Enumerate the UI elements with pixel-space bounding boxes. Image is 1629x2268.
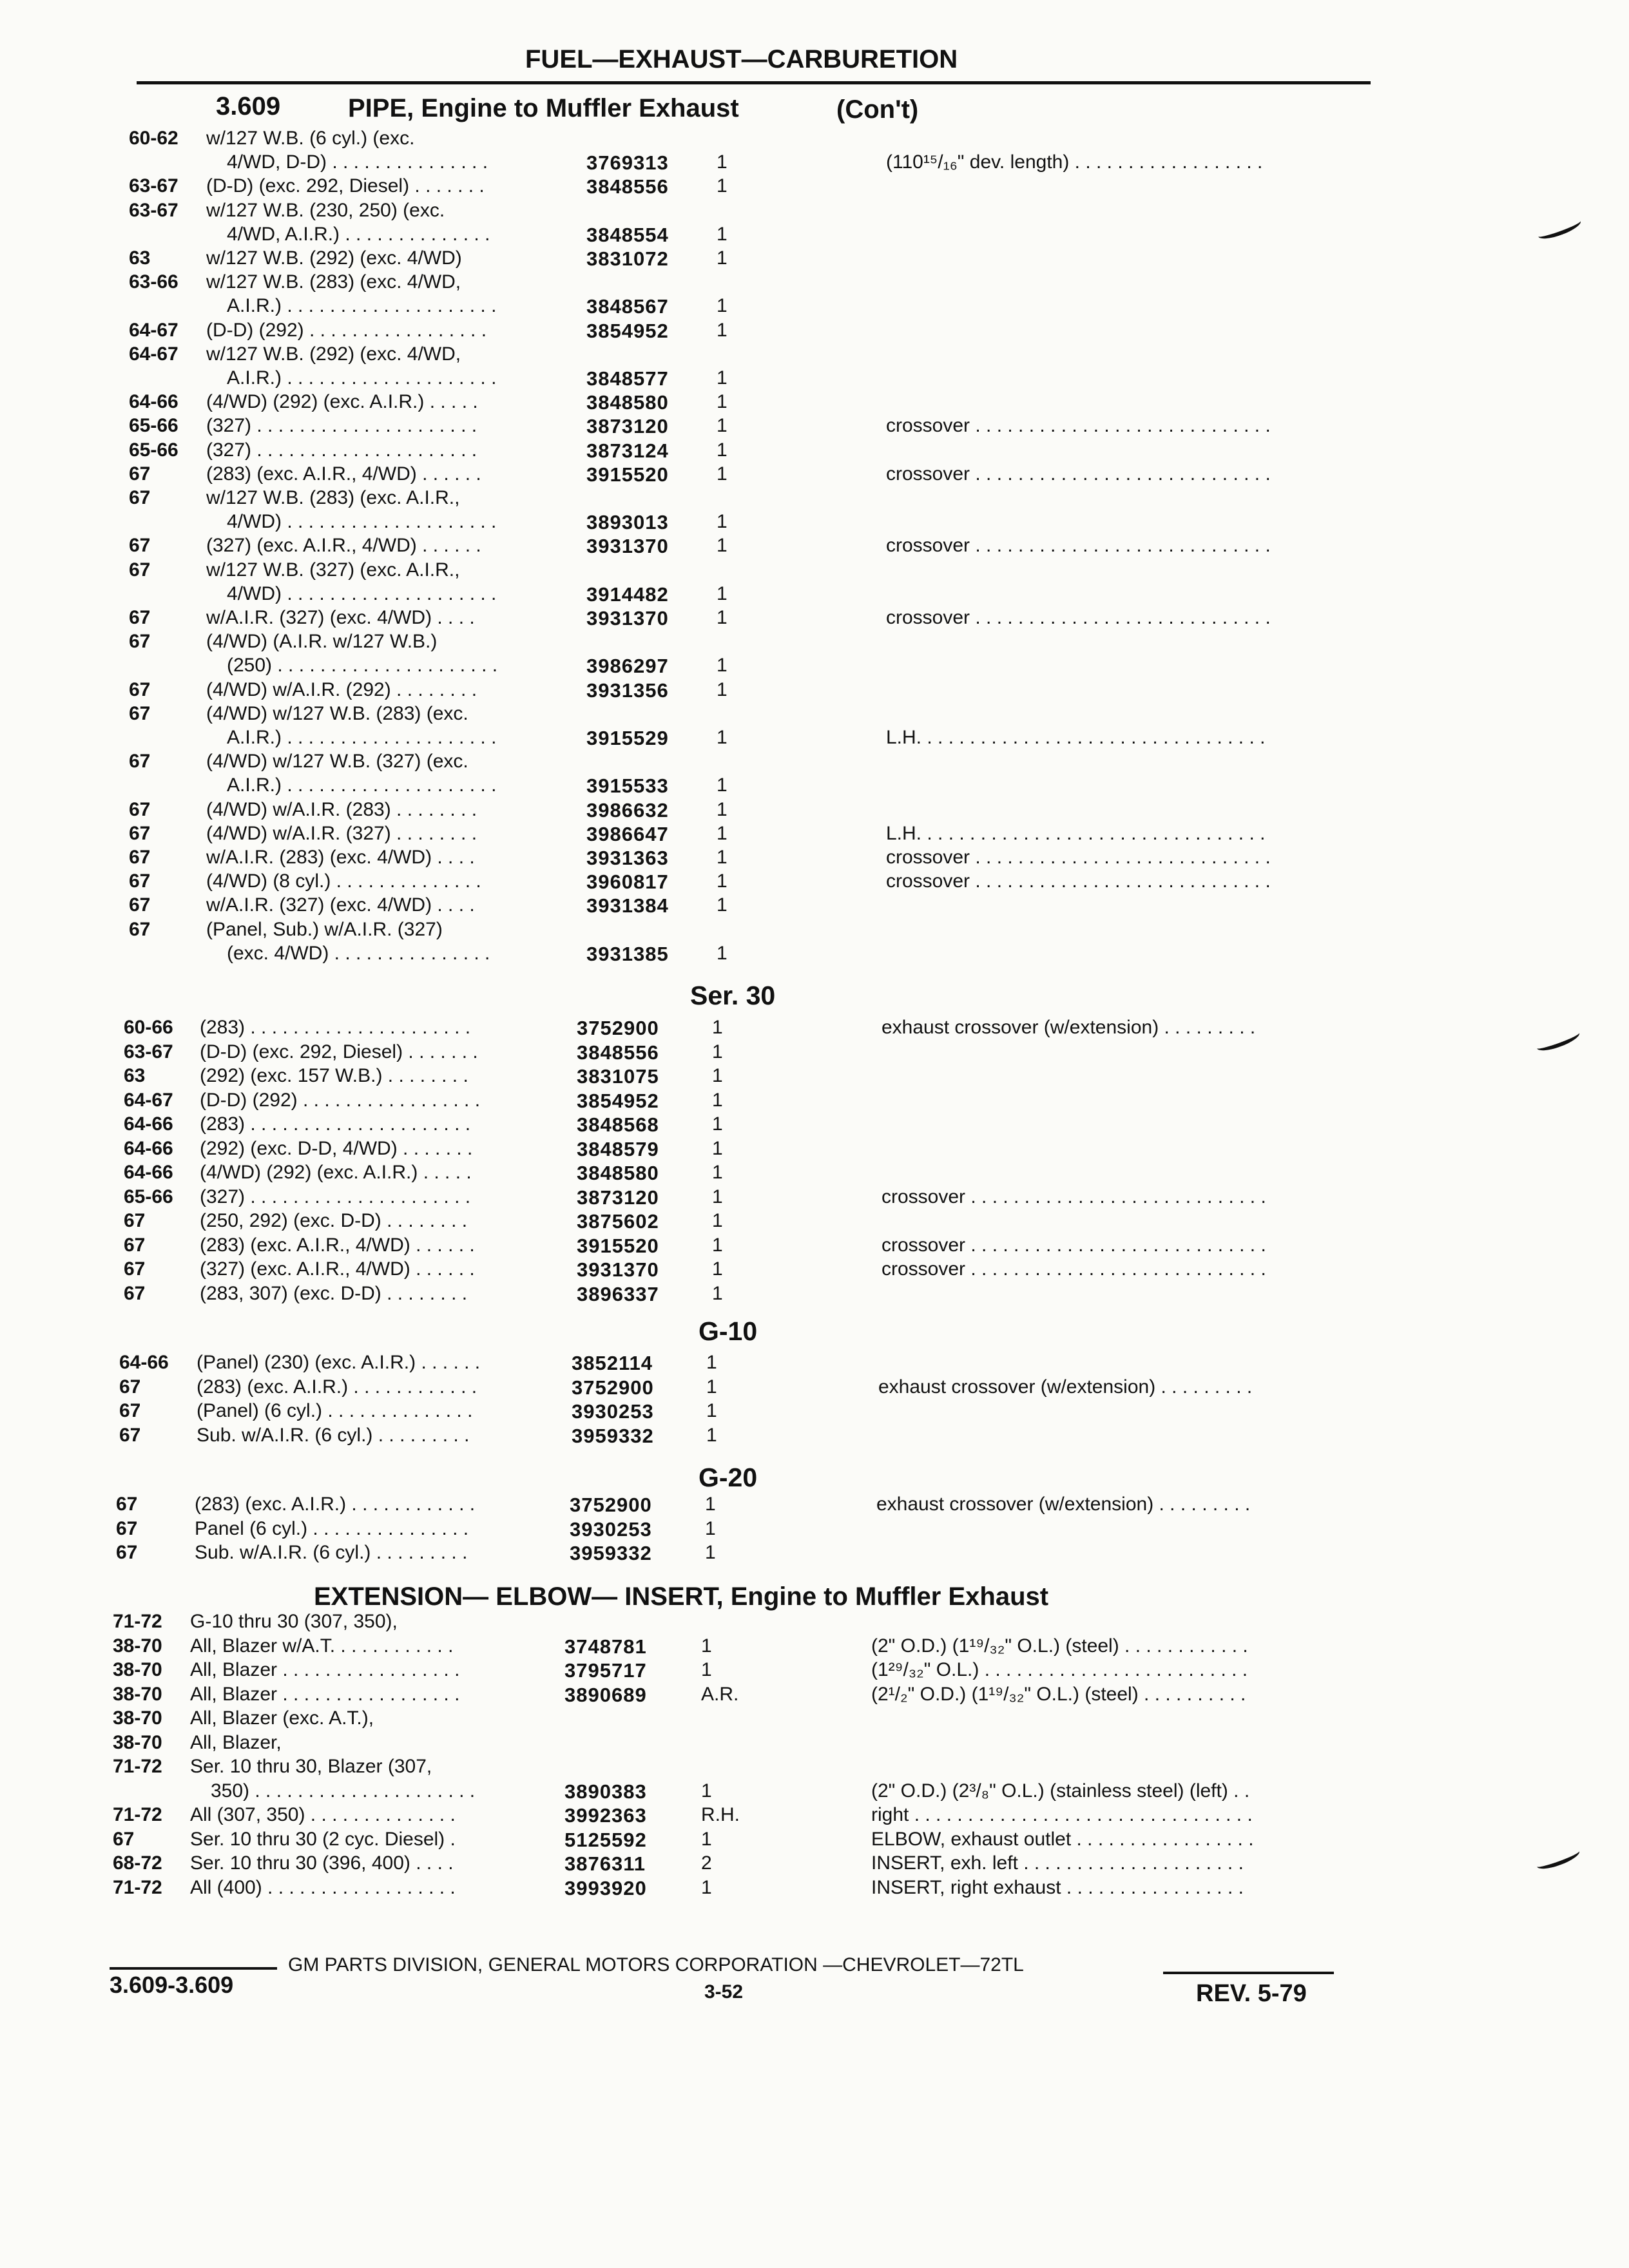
entry-quantity: 1 xyxy=(717,727,728,748)
entry-part-number: 3931370 xyxy=(577,1258,659,1281)
entry-part-number: 3852114 xyxy=(572,1352,653,1374)
entry-description: (4/WD) w/A.I.R. (292) . . . . . . . . xyxy=(206,679,477,700)
footer-revision: REV. 5-79 xyxy=(1196,1980,1307,2007)
entry-description: (D-D) (exc. 292, Diesel) . . . . . . . xyxy=(206,175,485,197)
entry-quantity: 1 xyxy=(717,463,728,485)
entry-year: 65-66 xyxy=(129,439,178,461)
entry-part-number: 3752900 xyxy=(570,1494,652,1516)
entry-year: 67 xyxy=(116,1542,138,1563)
entry-year: 67 xyxy=(119,1400,141,1421)
entry-description: (Panel) (6 cyl.) . . . . . . . . . . . . . . xyxy=(197,1400,473,1421)
entry-description: (283) . . . . . . . . . . . . . . . . . . . . . xyxy=(200,1017,471,1038)
entry-part-number: 3896337 xyxy=(577,1283,659,1305)
entry-note: crossover . . . . . . . . . . . . . . . . . . . . . . . . . . . . xyxy=(882,1235,1266,1256)
entry-description: (327) . . . . . . . . . . . . . . . . . . . . . xyxy=(206,439,477,461)
entry-description: All, Blazer . . . . . . . . . . . . . . . . . xyxy=(190,1684,460,1705)
entry-note: (2¹/₂" O.D.) (1¹⁹/₃₂" O.L.) (steel) . . . . . . . . . . xyxy=(871,1684,1246,1705)
entry-description: (D-D) (exc. 292, Diesel) . . . . . . . xyxy=(200,1041,478,1062)
entry-year: 71-72 xyxy=(113,1804,162,1825)
entry-note: exhaust crossover (w/extension) . . . . . . . . . xyxy=(876,1494,1251,1515)
entry-description: w/127 W.B. (283) (exc. 4/WD, xyxy=(206,271,461,293)
entry-part-number: 3915520 xyxy=(586,463,669,486)
entry-part-number: 3831072 xyxy=(586,247,669,270)
entry-quantity: 1 xyxy=(712,1283,723,1304)
entry-note: crossover . . . . . . . . . . . . . . . . . . . . . . . . . . . . xyxy=(882,1258,1266,1280)
entry-part-number: 3914482 xyxy=(586,583,669,606)
entry-quantity: R.H. xyxy=(701,1804,740,1825)
entry-part-number: 3854952 xyxy=(586,320,669,342)
entry-year: 63-67 xyxy=(124,1041,173,1062)
entry-quantity: 1 xyxy=(717,367,728,389)
entry-note: crossover . . . . . . . . . . . . . . . . . . . . . . . . . . . . xyxy=(886,607,1271,628)
entry-part-number: 3915533 xyxy=(586,774,669,797)
entry-description: w/127 W.B. (6 cyl.) (exc. xyxy=(206,128,415,149)
entry-year: 71-72 xyxy=(113,1756,162,1777)
footer-left-code: 3.609-3.609 xyxy=(110,1972,234,1998)
entry-year: 67 xyxy=(124,1283,146,1304)
entry-quantity: 1 xyxy=(712,1235,723,1256)
entry-year: 67 xyxy=(124,1235,146,1256)
entry-year: 67 xyxy=(129,919,151,940)
entry-quantity: 1 xyxy=(712,1162,723,1183)
entry-description: (283) (exc. A.I.R., 4/WD) . . . . . . xyxy=(200,1235,475,1256)
entry-quantity: 1 xyxy=(717,823,728,844)
entry-description: 4/WD) . . . . . . . . . . . . . . . . . . . . xyxy=(227,583,497,604)
entry-note: right . . . . . . . . . . . . . . . . . . . . . . . . . . . . . . . . xyxy=(871,1804,1253,1825)
entry-part-number: 3873120 xyxy=(586,415,669,437)
entry-description: (4/WD) (A.I.R. w/127 W.B.) xyxy=(206,631,438,652)
entry-description: w/127 W.B. (283) (exc. A.I.R., xyxy=(206,487,460,508)
entry-year: 63 xyxy=(129,247,151,269)
entry-part-number: 3993920 xyxy=(564,1877,647,1899)
entry-description: (292) (exc. 157 W.B.) . . . . . . . . xyxy=(200,1065,468,1086)
entry-quantity: 1 xyxy=(717,175,728,197)
entry-quantity: 1 xyxy=(712,1258,723,1280)
entry-description: (D-D) (292) . . . . . . . . . . . . . . . . . xyxy=(206,320,487,341)
footer-rule-right xyxy=(1163,1972,1334,1974)
entry-quantity: 1 xyxy=(712,1138,723,1159)
entry-part-number: 3890689 xyxy=(564,1684,647,1706)
entry-note: (2" O.D.) (1¹⁹/₃₂" O.L.) (steel) . . . . . . . . . . . . xyxy=(871,1635,1248,1657)
entry-description: (Panel) (230) (exc. A.I.R.) . . . . . . xyxy=(197,1352,481,1373)
entry-part-number: 3752900 xyxy=(572,1376,654,1399)
entry-year: 67 xyxy=(129,870,151,892)
entry-description: (4/WD) w/127 W.B. (283) (exc. xyxy=(206,703,468,724)
entry-part-number: 3795717 xyxy=(564,1659,647,1682)
entry-part-number: 3986297 xyxy=(586,655,669,677)
entry-quantity: 1 xyxy=(717,415,728,436)
entry-quantity: 1 xyxy=(706,1425,717,1446)
entry-part-number: 3848580 xyxy=(577,1162,659,1184)
entry-year: 67 xyxy=(116,1518,138,1539)
entry-year: 64-67 xyxy=(124,1090,173,1111)
entry-description: w/A.I.R. (327) (exc. 4/WD) . . . . xyxy=(206,894,475,916)
entry-year: 63-66 xyxy=(129,271,178,293)
entry-year: 67 xyxy=(124,1258,146,1280)
margin-tick-mark xyxy=(1536,215,1583,243)
entry-part-number: 3931384 xyxy=(586,894,669,917)
entry-part-number: 3831075 xyxy=(577,1065,659,1088)
entry-description: (4/WD) w/A.I.R. (283) . . . . . . . . xyxy=(206,799,477,820)
entry-year: 68-72 xyxy=(113,1852,162,1874)
entry-description: w/127 W.B. (230, 250) (exc. xyxy=(206,200,445,221)
header-rule xyxy=(137,81,1371,84)
entry-note: L.H. . . . . . . . . . . . . . . . . . . . . . . . . . . . . . . . . xyxy=(886,727,1266,748)
entry-part-number: 3848556 xyxy=(586,175,669,198)
entry-part-number: 3959332 xyxy=(570,1542,652,1564)
entry-description: Ser. 10 thru 30 (396, 400) . . . . xyxy=(190,1852,454,1874)
entry-description: (250) . . . . . . . . . . . . . . . . . . . . . xyxy=(227,655,498,676)
entry-part-number: 3959332 xyxy=(572,1425,654,1447)
entry-description: 4/WD, D-D) . . . . . . . . . . . . . . . xyxy=(227,151,488,173)
entry-description: All, Blazer (exc. A.T.), xyxy=(190,1707,374,1729)
entry-part-number: 3848577 xyxy=(586,367,669,390)
entry-quantity: 1 xyxy=(717,295,728,316)
entry-part-number: 3986647 xyxy=(586,823,669,845)
entry-quantity: 1 xyxy=(706,1400,717,1421)
entry-quantity: 1 xyxy=(706,1376,717,1398)
entry-year: 60-62 xyxy=(129,128,178,149)
entry-part-number: 3875602 xyxy=(577,1210,659,1233)
entry-year: 38-70 xyxy=(113,1684,162,1705)
footer-center: GM PARTS DIVISION, GENERAL MOTORS CORPORATION —CHEVROLET—72TL xyxy=(288,1954,1024,1975)
entry-note: ELBOW, exhaust outlet . . . . . . . . . . . . . . . . . xyxy=(871,1829,1254,1850)
entry-description: (4/WD) w/A.I.R. (327) . . . . . . . . xyxy=(206,823,477,844)
entry-quantity: 1 xyxy=(717,870,728,892)
entry-year: 65-66 xyxy=(124,1186,173,1207)
entry-description: Sub. w/A.I.R. (6 cyl.) . . . . . . . . . xyxy=(197,1425,470,1446)
entry-quantity: 1 xyxy=(717,583,728,604)
entry-part-number: 3873124 xyxy=(586,439,669,462)
entry-quantity: 1 xyxy=(717,439,728,461)
entry-part-number: 3931385 xyxy=(586,943,669,965)
entry-year: 67 xyxy=(129,487,151,508)
margin-tick-mark xyxy=(1535,1027,1582,1055)
entry-year: 67 xyxy=(124,1210,146,1231)
entry-description: w/127 W.B. (327) (exc. A.I.R., xyxy=(206,559,460,581)
entry-year: 67 xyxy=(119,1425,141,1446)
entry-part-number: 3848580 xyxy=(586,391,669,414)
entry-year: 38-70 xyxy=(113,1635,162,1657)
entry-part-number: 3890383 xyxy=(564,1780,647,1803)
entry-quantity: 1 xyxy=(717,535,728,556)
entry-year: 67 xyxy=(129,703,151,724)
entry-description: (283) . . . . . . . . . . . . . . . . . . . . . xyxy=(200,1113,471,1135)
entry-quantity: 1 xyxy=(717,151,728,173)
entry-note: crossover . . . . . . . . . . . . . . . . . . . . . . . . . . . . xyxy=(886,463,1271,485)
entry-description: (292) (exc. D-D, 4/WD) . . . . . . . xyxy=(200,1138,473,1159)
entry-year: 38-70 xyxy=(113,1732,162,1753)
entry-note: L.H. . . . . . . . . . . . . . . . . . . . . . . . . . . . . . . . . xyxy=(886,823,1266,844)
entry-year: 67 xyxy=(129,631,151,652)
entry-part-number: 3930253 xyxy=(572,1400,654,1423)
entry-description: w/127 W.B. (292) (exc. 4/WD) xyxy=(206,247,462,269)
section-title: PIPE, Engine to Muffler Exhaust xyxy=(348,94,739,122)
entry-note: crossover . . . . . . . . . . . . . . . . . . . . . . . . . . . . xyxy=(886,870,1271,892)
entry-part-number: 3854952 xyxy=(577,1090,659,1112)
entry-description: Panel (6 cyl.) . . . . . . . . . . . . . . . xyxy=(195,1518,469,1539)
entry-year: 67 xyxy=(119,1376,141,1398)
entry-year: 67 xyxy=(129,847,151,868)
entry-quantity: 1 xyxy=(701,1829,712,1850)
entry-note: INSERT, exh. left . . . . . . . . . . . . . . . . . . . . . xyxy=(871,1852,1244,1874)
entry-year: 71-72 xyxy=(113,1611,162,1632)
entry-part-number: 3931370 xyxy=(586,607,669,629)
entry-part-number: 3986632 xyxy=(586,799,669,822)
entry-quantity: 1 xyxy=(705,1518,716,1539)
entry-year: 67 xyxy=(129,679,151,700)
extension-title: EXTENSION— ELBOW— INSERT, Engine to Muffler Exhaust xyxy=(314,1582,1049,1611)
entry-year: 67 xyxy=(129,823,151,844)
entry-note: (1²⁹/₃₂" O.L.) . . . . . . . . . . . . . . . . . . . . . . . . . xyxy=(871,1659,1248,1680)
entry-description: G-10 thru 30 (307, 350), xyxy=(190,1611,398,1632)
entry-description: w/A.I.R. (327) (exc. 4/WD) . . . . xyxy=(206,607,475,628)
section-number: 3.609 xyxy=(216,92,281,120)
entry-year: 71-72 xyxy=(113,1877,162,1898)
entry-description: (exc. 4/WD) . . . . . . . . . . . . . . . xyxy=(227,943,490,964)
entry-quantity: 1 xyxy=(717,511,728,532)
entry-description: A.I.R.) . . . . . . . . . . . . . . . . . . . . xyxy=(227,295,497,316)
entry-part-number: 3931356 xyxy=(586,679,669,702)
entry-description: All, Blazer w/A.T. . . . . . . . . . . . xyxy=(190,1635,454,1657)
entry-description: (327) . . . . . . . . . . . . . . . . . . . . . xyxy=(206,415,477,436)
entry-part-number: 3931363 xyxy=(586,847,669,869)
entry-quantity: 1 xyxy=(717,320,728,341)
entry-description: (283) (exc. A.I.R., 4/WD) . . . . . . xyxy=(206,463,481,485)
entry-year: 63-67 xyxy=(129,200,178,221)
entry-year: 38-70 xyxy=(113,1707,162,1729)
entry-note: crossover . . . . . . . . . . . . . . . . . . . . . . . . . . . . xyxy=(886,847,1271,868)
entry-description: A.I.R.) . . . . . . . . . . . . . . . . . . . . xyxy=(227,774,497,796)
entry-quantity: 1 xyxy=(712,1041,723,1062)
entry-description: (4/WD) (292) (exc. A.I.R.) . . . . . xyxy=(206,391,478,412)
footer-rule-left xyxy=(110,1967,277,1970)
entry-description: Sub. w/A.I.R. (6 cyl.) . . . . . . . . . xyxy=(195,1542,468,1563)
entry-note: crossover . . . . . . . . . . . . . . . . . . . . . . . . . . . . xyxy=(886,415,1271,436)
entry-quantity: 1 xyxy=(717,655,728,676)
entry-year: 67 xyxy=(116,1494,138,1515)
entry-year: 64-67 xyxy=(129,320,178,341)
entry-year: 60-66 xyxy=(124,1017,173,1038)
entry-note: crossover . . . . . . . . . . . . . . . . . . . . . . . . . . . . xyxy=(882,1186,1266,1207)
entry-part-number: 3915529 xyxy=(586,727,669,749)
entry-description: Ser. 10 thru 30, Blazer (307, xyxy=(190,1756,432,1777)
entry-note: (2" O.D.) (2³/₈" O.L.) (stainless steel) (left) . . xyxy=(871,1780,1250,1802)
entry-description: A.I.R.) . . . . . . . . . . . . . . . . . . . . xyxy=(227,727,497,748)
entry-quantity: 1 xyxy=(706,1352,717,1373)
entry-description: (327) . . . . . . . . . . . . . . . . . . . . . xyxy=(200,1186,471,1207)
entry-quantity: 1 xyxy=(701,1877,712,1898)
entry-year: 67 xyxy=(129,894,151,916)
entry-quantity: 1 xyxy=(717,391,728,412)
entry-quantity: 2 xyxy=(701,1852,712,1874)
entry-part-number: 3848568 xyxy=(577,1113,659,1136)
entry-part-number: 3876311 xyxy=(564,1852,646,1875)
entry-quantity: 1 xyxy=(712,1113,723,1135)
entry-year: 64-66 xyxy=(124,1138,173,1159)
subsection-title-ser30: Ser. 30 xyxy=(690,981,776,1010)
entry-quantity: 1 xyxy=(717,774,728,796)
entry-year: 67 xyxy=(129,463,151,485)
entry-note: exhaust crossover (w/extension) . . . . . . . . . xyxy=(882,1017,1256,1038)
entry-quantity: 1 xyxy=(712,1210,723,1231)
entry-quantity: 1 xyxy=(717,247,728,269)
entry-part-number: 3893013 xyxy=(586,511,669,533)
entry-year: 67 xyxy=(129,607,151,628)
entry-part-number: 3848567 xyxy=(586,295,669,318)
entry-part-number: 3848556 xyxy=(577,1041,659,1064)
entry-description: 4/WD) . . . . . . . . . . . . . . . . . . . . xyxy=(227,511,497,532)
entry-quantity: 1 xyxy=(712,1017,723,1038)
entry-quantity: 1 xyxy=(717,799,728,820)
entry-quantity: A.R. xyxy=(701,1684,739,1705)
entry-year: 63-67 xyxy=(129,175,178,197)
entry-year: 64-66 xyxy=(129,391,178,412)
entry-note: (110¹⁵/₁₆" dev. length) . . . . . . . . . . . . . . . . . . xyxy=(886,151,1263,173)
entry-note: exhaust crossover (w/extension) . . . . . . . . . xyxy=(878,1376,1253,1398)
entry-description: 4/WD, A.I.R.) . . . . . . . . . . . . . . xyxy=(227,224,490,245)
entry-description: w/127 W.B. (292) (exc. 4/WD, xyxy=(206,343,461,365)
entry-year: 67 xyxy=(129,799,151,820)
entry-part-number: 5125592 xyxy=(564,1829,647,1851)
entry-description: 350) . . . . . . . . . . . . . . . . . . . . . xyxy=(211,1780,476,1802)
margin-tick-mark xyxy=(1535,1845,1582,1873)
entry-quantity: 1 xyxy=(701,1635,712,1657)
entry-part-number: 3769313 xyxy=(586,151,669,174)
entry-description: All (400) . . . . . . . . . . . . . . . . . . xyxy=(190,1877,456,1898)
entry-part-number: 3992363 xyxy=(564,1804,647,1827)
subsection-title-g20: G-20 xyxy=(699,1463,758,1492)
entry-part-number: 3915520 xyxy=(577,1235,659,1257)
entry-description: A.I.R.) . . . . . . . . . . . . . . . . . . . . xyxy=(227,367,497,389)
entry-description: All (307, 350) . . . . . . . . . . . . . . xyxy=(190,1804,456,1825)
entry-quantity: 1 xyxy=(717,894,728,916)
entry-description: (250, 292) (exc. D-D) . . . . . . . . xyxy=(200,1210,468,1231)
page-header: FUEL—EXHAUST—CARBURETION xyxy=(525,45,958,73)
section-cont: (Con't) xyxy=(836,95,919,124)
entry-description: (283) (exc. A.I.R.) . . . . . . . . . . . . xyxy=(195,1494,476,1515)
entry-quantity: 1 xyxy=(712,1090,723,1111)
entry-quantity: 1 xyxy=(712,1065,723,1086)
entry-year: 63 xyxy=(124,1065,146,1086)
entry-quantity: 1 xyxy=(717,847,728,868)
entry-description: Ser. 10 thru 30 (2 cyc. Diesel) . xyxy=(190,1829,456,1850)
entry-description: (4/WD) (292) (exc. A.I.R.) . . . . . xyxy=(200,1162,472,1183)
entry-quantity: 1 xyxy=(705,1542,716,1563)
entry-description: All, Blazer . . . . . . . . . . . . . . . . . xyxy=(190,1659,460,1680)
entry-description: All, Blazer, xyxy=(190,1732,282,1753)
entry-year: 38-70 xyxy=(113,1659,162,1680)
entry-year: 67 xyxy=(129,559,151,581)
entry-note: crossover . . . . . . . . . . . . . . . . . . . . . . . . . . . . xyxy=(886,535,1271,556)
entry-year: 67 xyxy=(129,535,151,556)
entry-quantity: 1 xyxy=(717,679,728,700)
subsection-title-g10: G-10 xyxy=(699,1316,758,1346)
entry-description: (327) (exc. A.I.R., 4/WD) . . . . . . xyxy=(200,1258,475,1280)
entry-part-number: 3752900 xyxy=(577,1017,659,1039)
entry-quantity: 1 xyxy=(717,224,728,245)
entry-description: (Panel, Sub.) w/A.I.R. (327) xyxy=(206,919,443,940)
entry-year: 64-66 xyxy=(119,1352,169,1373)
entry-part-number: 3960817 xyxy=(586,870,669,893)
entry-part-number: 3748781 xyxy=(564,1635,647,1658)
entry-year: 64-66 xyxy=(124,1162,173,1183)
entry-part-number: 3848579 xyxy=(577,1138,659,1160)
entry-description: (283) (exc. A.I.R.) . . . . . . . . . . . . xyxy=(197,1376,477,1398)
entry-year: 65-66 xyxy=(129,415,178,436)
entry-quantity: 1 xyxy=(717,607,728,628)
footer-page-number: 3-52 xyxy=(704,1981,744,2003)
entry-part-number: 3848554 xyxy=(586,224,669,246)
entry-year: 67 xyxy=(113,1829,135,1850)
entry-quantity: 1 xyxy=(701,1780,712,1802)
entry-part-number: 3930253 xyxy=(570,1518,652,1541)
entry-part-number: 3873120 xyxy=(577,1186,659,1209)
entry-part-number: 3931370 xyxy=(586,535,669,557)
entry-year: 64-67 xyxy=(129,343,178,365)
entry-year: 67 xyxy=(129,751,151,772)
entry-description: w/A.I.R. (283) (exc. 4/WD) . . . . xyxy=(206,847,475,868)
entry-description: (D-D) (292) . . . . . . . . . . . . . . . . . xyxy=(200,1090,481,1111)
entry-quantity: 1 xyxy=(701,1659,712,1680)
entry-quantity: 1 xyxy=(705,1494,716,1515)
entry-description: (283, 307) (exc. D-D) . . . . . . . . xyxy=(200,1283,468,1304)
entry-note: INSERT, right exhaust . . . . . . . . . . . . . . . . . xyxy=(871,1877,1244,1898)
entry-quantity: 1 xyxy=(717,943,728,964)
entry-description: (4/WD) w/127 W.B. (327) (exc. xyxy=(206,751,468,772)
entry-quantity: 1 xyxy=(712,1186,723,1207)
entry-year: 64-66 xyxy=(124,1113,173,1135)
entry-description: (327) (exc. A.I.R., 4/WD) . . . . . . xyxy=(206,535,481,556)
entry-description: (4/WD) (8 cyl.) . . . . . . . . . . . . . . xyxy=(206,870,481,892)
